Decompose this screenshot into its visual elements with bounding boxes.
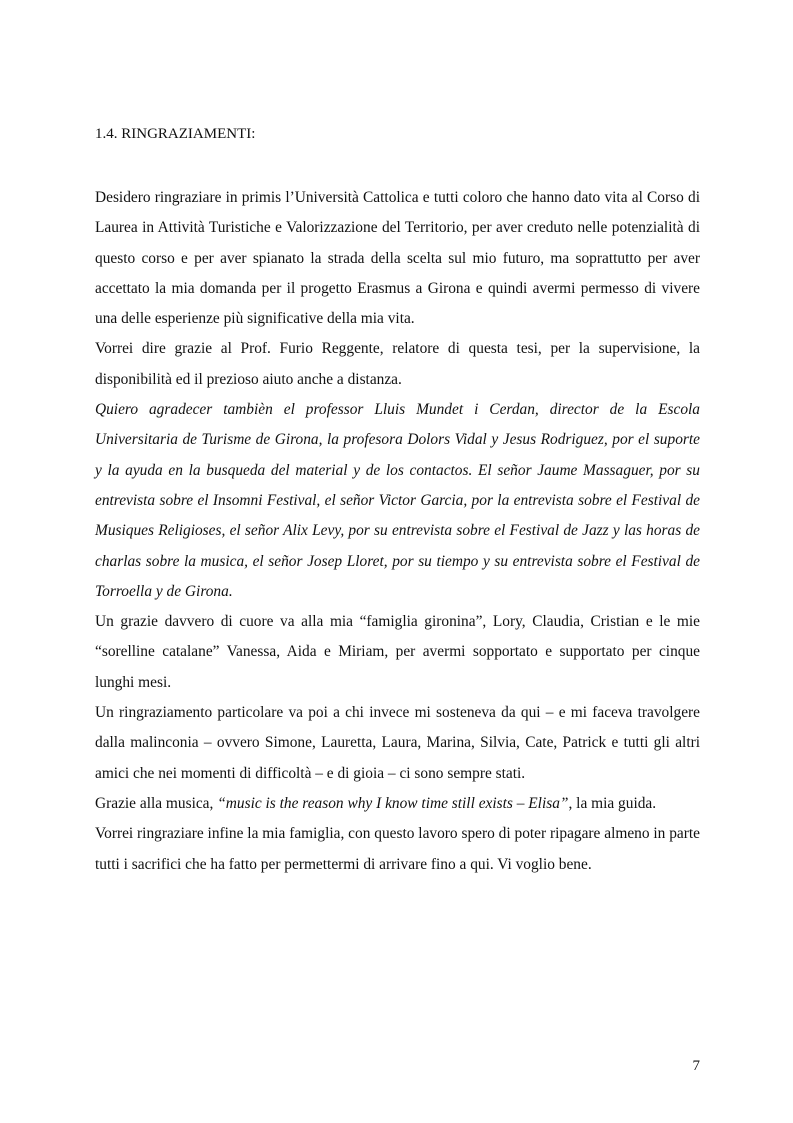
music-thanks-outro: , la mia guida.: [568, 794, 657, 812]
acknowledgements-body: [95, 183, 700, 880]
page-number: 7: [692, 1058, 700, 1074]
music-thanks-intro: Grazie alla musica,: [95, 794, 218, 812]
paragraph-family-thanks: Vorrei ringraziare infine la mia famiglia, con questo lavoro spero di poter ripagare almeno in parte tutti i sacrifici che ha fatto per permettermi di arrivare fino a qui. Vi voglio bene.: [95, 825, 700, 873]
paragraph-supervisor-thanks: Vorrei dire grazie al Prof. Furio Reggente, relatore di questa tesi, per la supervisione, la disponibilità ed il prezioso aiuto anche a distanza.: [95, 340, 700, 388]
paragraph-music-thanks: [95, 789, 700, 819]
section-title: 1.4. RINGRAZIAMENTI:: [95, 126, 256, 142]
paragraph-university-thanks: Desidero ringraziare in primis l’Università Cattolica e tutti coloro che hanno dato vita al Corso di Laurea in Attività Turistiche e Valorizzazione del Territorio, per aver creduto nelle potenzialità di questo corso e per aver spianato la strada della scelta sul mio futuro, ma soprattutto per aver accettato la mia domanda per il progetto Erasmus a Girona e quindi avermi permesso di vivere una delle esperienze più significative della mia vita.: [95, 189, 700, 328]
music-quote: “music is the reason why I know time still exists – Elisa”: [217, 794, 569, 812]
paragraph-girona-family-thanks: Un grazie davvero di cuore va alla mia “famiglia gironina”, Lory, Claudia, Cristian e le mie “sorelline catalane” Vanessa, Aida e Miriam, per avermi sopportato e supportato per cinque lunghi mesi.: [95, 613, 700, 691]
paragraph-spanish-thanks: Quiero agradecer tambièn el professor Lluis Mundet i Cerdan, director de la Escola Universitaria de Turisme de Girona, la profesora Dolors Vidal y Jesus Rodriguez, por el suporte y la ayuda en la busqueda del material y de los contactos. El señor Jaume Massaguer, por su entrevista sobre el Insomni Festival, el señor Victor Garcia, por la entrevista sobre el Festival de Musiques Religioses, el señor Alix Levy, por su entrevista sobre el Festival de Jazz y las horas de charlas sobre la musica, el señor Josep Lloret, por su tiempo y su entrevista sobre el Festival de Torroella y de Girona.: [95, 401, 700, 600]
document-page: [95, 0, 700, 1123]
paragraph-friends-thanks: Un ringraziamento particolare va poi a chi invece mi sosteneva da qui – e mi faceva travolgere dalla malinconia – ovvero Simone, Lauretta, Laura, Marina, Silvia, Cate, Patrick e tutti gli altri amici che nei momenti di difficoltà – e di gioia – ci sono sempre stati.: [95, 704, 700, 782]
